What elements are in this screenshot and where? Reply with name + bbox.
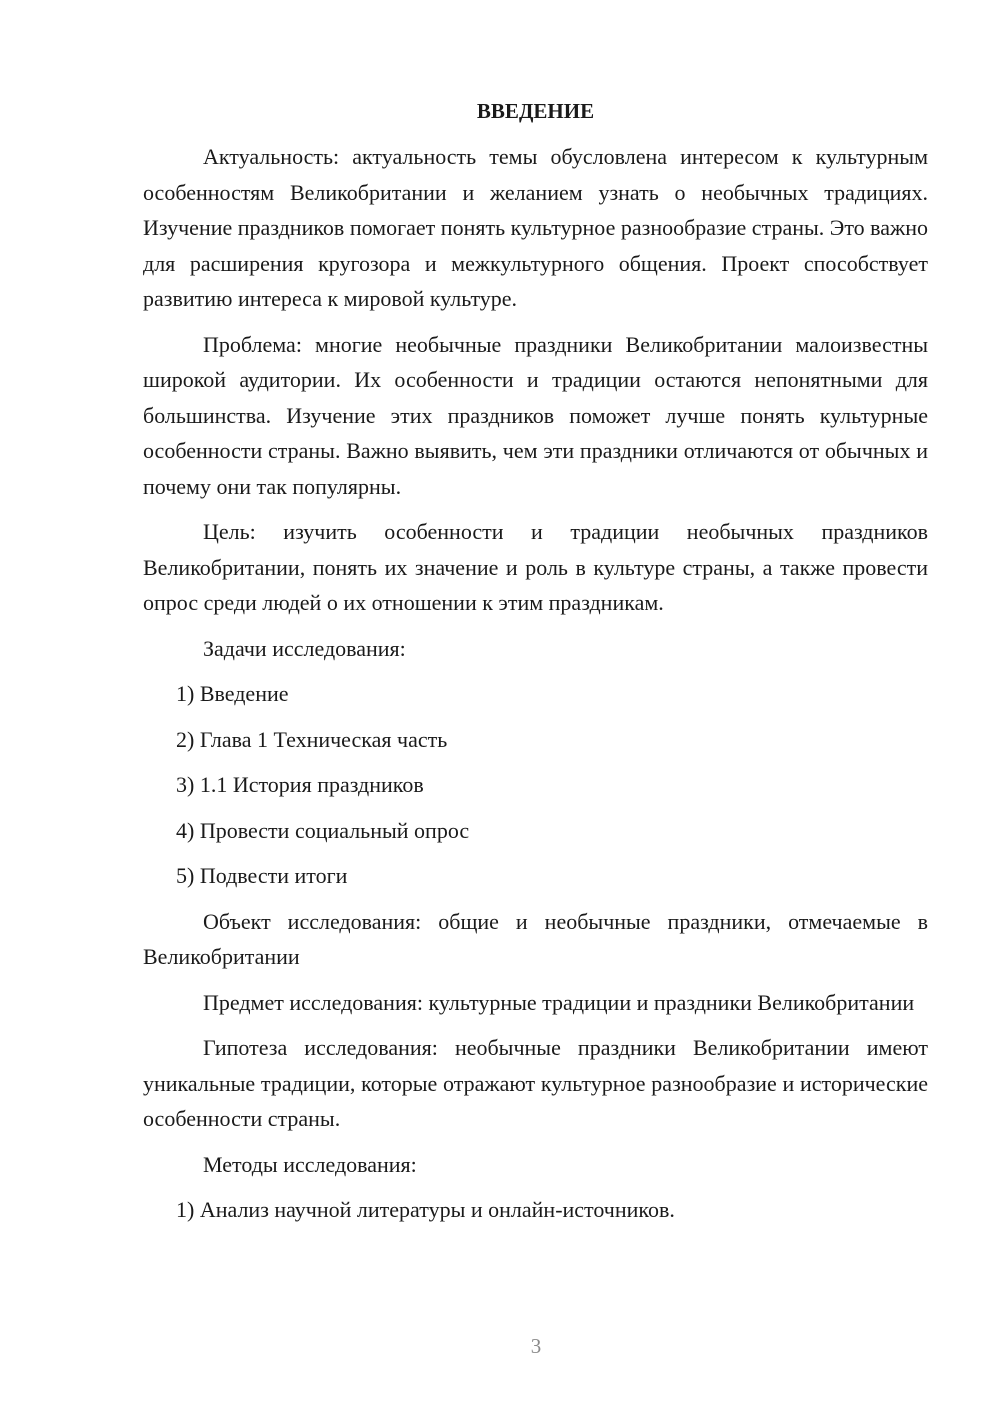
- page-number: 3: [530, 1334, 542, 1358]
- relevance-paragraph: Актуальность: актуальность темы обусловлена интересом к культурным особенностям Великобритании и желанием узнать о необычных традициях. Изучение праздников помогает понять культурное разнообразие страны. Это важно для расширения кругозора и межкультурного общения. Проект способствует развитию интереса к мировой культуре.: [143, 144, 928, 311]
- methods-heading: Методы исследования:: [203, 1151, 417, 1177]
- object-paragraph: Объект исследования: общие и необычные праздники, отмечаемые в Великобритании: [143, 908, 928, 969]
- document-page: [143, 95, 928, 1238]
- list-item: 5) Подвести итоги: [176, 863, 348, 888]
- list-item: 3) 1.1 История праздников: [176, 772, 424, 797]
- goal-paragraph: Цель: изучить особенности и традиции необычных праздников Великобритании, понять их значение и роль в культуре страны, а также провести опрос среди людей о их отношении к этим праздникам.: [143, 519, 928, 615]
- tasks-list: [143, 676, 928, 894]
- problem-paragraph: Проблема: многие необычные праздники Великобритании малоизвестны широкой аудитории. Их особенности и традиции остаются непонятными для большинства. Изучение этих праздников поможет лучше понять культурные особенности страны. Важно выявить, чем эти праздники отличаются от обычных и почему они так популярны.: [143, 331, 928, 499]
- subject-paragraph: Предмет исследования: культурные традиции и праздники Великобритании: [203, 989, 915, 1015]
- hypothesis-paragraph: Гипотеза исследования: необычные праздники Великобритании имеют уникальные традиции, которые отражают культурное разнообразие и исторические особенности страны.: [143, 1035, 928, 1131]
- list-item: 4) Провести социальный опрос: [176, 817, 470, 843]
- list-item: 1) Анализ научной литературы и онлайн-источников.: [176, 1197, 675, 1222]
- methods-list: [143, 1192, 928, 1228]
- tasks-heading: Задачи исследования:: [203, 635, 406, 661]
- list-item: 1) Введение: [176, 681, 289, 706]
- list-item: 2) Глава 1 Техническая часть: [176, 726, 448, 752]
- page-title: ВВЕДЕНИЕ: [476, 99, 595, 123]
